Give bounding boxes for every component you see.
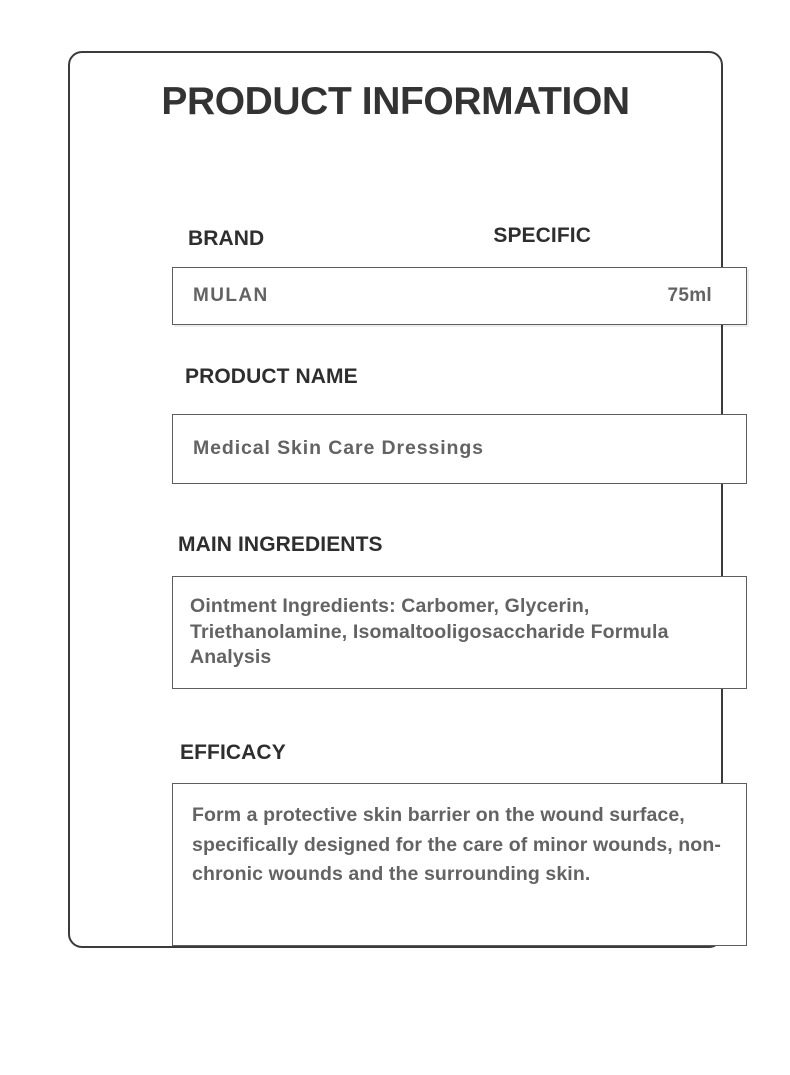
specific-value: 75ml <box>667 285 712 307</box>
main-ingredients-value-box <box>172 576 747 689</box>
main-ingredients-value: Ointment Ingredients: Carbomer, Glycerin, Triethanolamine, Isomaltooligosaccharide Formula Analysis <box>190 595 669 669</box>
brand-value: MULAN <box>193 285 269 307</box>
main-ingredients-label: MAIN INGREDIENTS <box>178 533 383 556</box>
product-name-value-box <box>172 414 747 484</box>
brand-value-box <box>172 267 747 325</box>
product-information-card <box>68 51 723 948</box>
product-name-label: PRODUCT NAME <box>185 365 358 388</box>
efficacy-value: Form a protective skin barrier on the wound surface, specifically designed for the care of minor wounds, non-chronic wounds and the surrounding skin. <box>192 804 721 886</box>
efficacy-value-box <box>172 783 747 946</box>
product-name-value: Medical Skin Care Dressings <box>193 437 484 460</box>
efficacy-label: EFFICACY <box>180 741 286 764</box>
brand-label: BRAND <box>188 227 265 250</box>
specific-label: SPECIFIC <box>493 224 591 247</box>
page-title: PRODUCT INFORMATION <box>161 80 630 123</box>
